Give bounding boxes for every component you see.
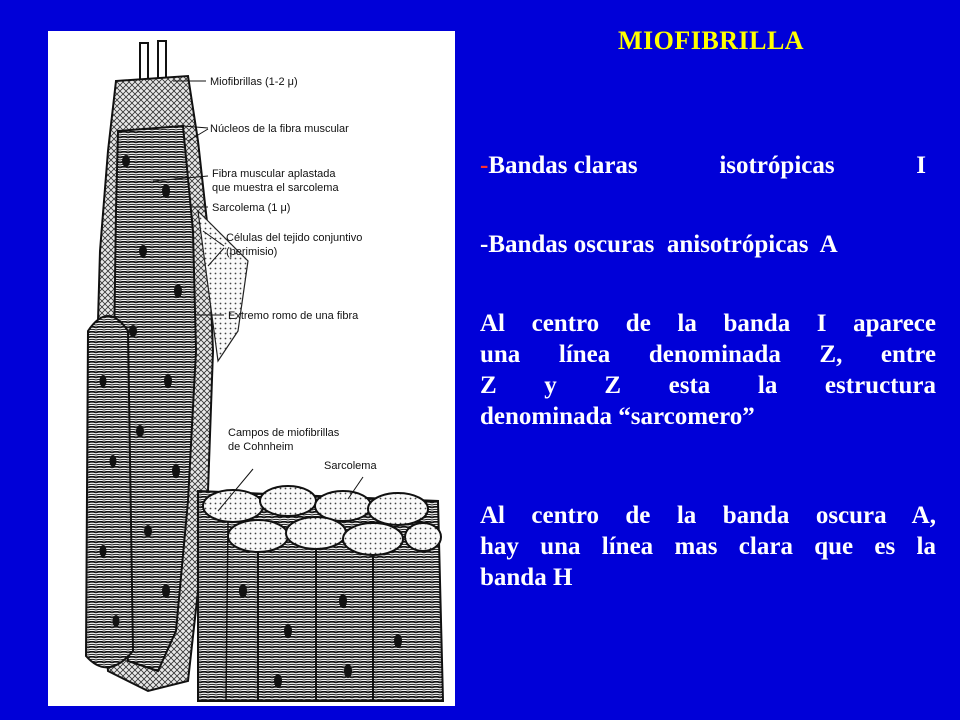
label-fibra-aplastada-2: que muestra el sarcolema (212, 182, 339, 194)
paragraph-line: Z y Z esta la estructura (480, 372, 936, 399)
paragraph-sarcomero (480, 308, 936, 432)
paragraph-line: Al centro de la banda oscura A, (480, 502, 936, 529)
label-nucleos: Núcleos de la fibra muscular (210, 123, 349, 135)
paragraph-line: una línea denominada Z, entre (480, 341, 936, 368)
fiber-cross-section-bundle (198, 486, 443, 701)
label-sarcolema-1: Sarcolema (1 μ) (212, 202, 291, 214)
paragraph-line: denominada “sarcomero” (480, 403, 755, 430)
label-celulas-2: (perimisio) (226, 246, 278, 258)
paragraph-line: Al centro de la banda I aparece (480, 310, 936, 337)
label-fibra-aplastada-1: Fibra muscular aplastada (212, 168, 336, 180)
bandas-claras-text: Bandas claras (488, 152, 638, 179)
paragraph-line: banda H (480, 564, 573, 591)
label-extremo: Extremo romo de una fibra (228, 310, 359, 322)
paragraph-line: hay una línea mas clara que es la (480, 533, 936, 560)
label-campos-1: Campos de miofibrillas (228, 427, 340, 439)
bandas-claras-type: isotrópicas (719, 152, 835, 179)
bandas-claras-label (480, 150, 638, 181)
miofibril-strand (140, 43, 148, 83)
label-sarcolema-2: Sarcolema (324, 460, 377, 472)
label-campos-2: de Cohnheim (228, 441, 294, 453)
bandas-oscuras-line: -Bandas oscuras anisotrópicas A (480, 231, 838, 258)
bandas-claras-letter: I (916, 152, 926, 179)
label-miofibrillas: Miofibrillas (1-2 μ) (210, 76, 298, 88)
bandas-claras-line (480, 150, 926, 181)
muscle-fiber-illustration (48, 31, 455, 706)
paragraph-banda-h (480, 500, 936, 593)
slide-title: MIOFIBRILLA (618, 26, 805, 55)
label-celulas-1: Células del tejido conjuntivo (226, 232, 363, 244)
bullet-dash: - (480, 152, 489, 179)
blunt-fiber (86, 316, 133, 667)
muscle-fiber-drawing (48, 31, 455, 706)
